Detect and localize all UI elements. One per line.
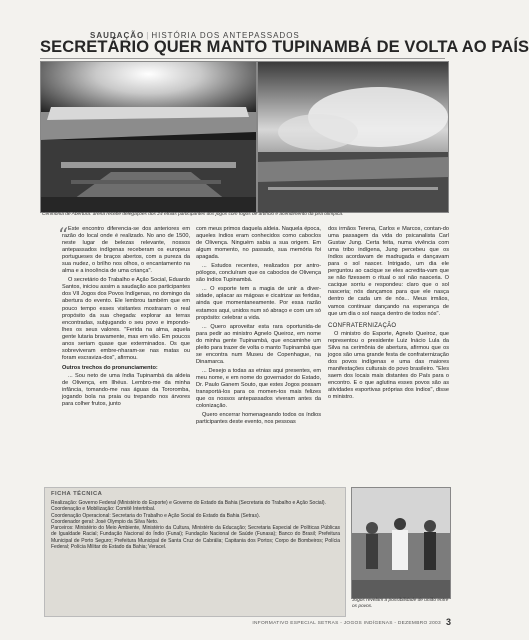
fact-line: Coordenação Operacional: Secretaria do Trabalho e Ação Social do Estado da Bahia (Setras). (51, 512, 261, 519)
col2-paragraph: ... Quero aproveitar esta rara oportunida-de para pedir ao ministro Agnelo Queiroz, em nome do minha gente Tupinambá, que encaminhe um pleito para trazer de volta o manto Tupinambá que se encontra num Museu de Copenhague, na Dinamarca. (196, 323, 322, 365)
fact-box-title: FICHA TÉCNICA (51, 491, 103, 497)
col2-paragraph: ... Desejo a todas as etnias aqui presentes, em meu nome, e em nome do governador do Estado, Dr. Paulo Ganem Souto, que estes Jogos possam transportá-los para os momen-tos mais felizes que os nossos antepassados viveram antes da colonização. (196, 367, 321, 410)
col2-paragraph: Quero encerrar homenageando todos os índios participantes deste evento, nos pessoas (196, 412, 321, 426)
opening-ceremony-photo-left (40, 61, 257, 213)
subsection-label: HISTÓRIA DOS ANTEPASSADOS (151, 31, 300, 40)
article-column-1 (62, 226, 190, 410)
article-column-3 (328, 226, 449, 403)
col1-paragraph: Este encontro diferencia-se dos anteriores em razão do local onde é realizado. No ano de 1500, neste lugar de belezas relevante, nossos antepassados indígenas receberam os europeus portugueses de braços abertos, com a pureza da sua nudez, o brilho nos olhos, o encantamento na alma e a inocência de uma criança". (62, 226, 190, 275)
col2-paragraph: com meus primos daquela aldeia. Naquela época, aqueles índios eram conhecidos como caboclos de Olivença. Ninguém sabia a sua origem. Em algum momento, no passado, sua memória foi apagada. (196, 226, 321, 261)
col3-paragraph: O ministro do Esporte, Agnelo Queiroz, que representou o presidente Luiz Inácio Lula da Silva na cerimônia de abertura, afirmou que os jogos são uma grande festa de confraternização dos povos indígenas e uma das maiores manifestações culturais do povo brasileiro. "Eles saem dos locais mais distantes do País para o encontro. E o que aglutina esses povos são as atividades esportivas próprias dos índios", disse o ministro. (328, 330, 449, 401)
fact-line: Parceiros: Ministério do Meio Ambiente, Ministério da Cultura, Ministério da Educação; Secretaria Especial de Políticas Públicas de Igualdade Racial; Fundação Nacional do Índio (Funai); Fundação Nacional de Saúde (Funasa); Banco do Brasil; Prefeitura Municipal de Porto Seguro; Prefeitura Municipal de Santa Cruz de Cabrália; Capitania dos Portos; Corpo de Bombeiros; Polícia Federal; Polícia Militar do Estado da Bahia; Veracel. (51, 525, 340, 551)
col1-paragraph: O secretário do Trabalho e Ação Social, Eduardo Santos, iniciou assim a saudação aos participantes dos VII Jogos dos Povos Indígenas, no domingo da abertura do evento. Ele lembrou também que em pouco tempo esses visitantes mostraram o real propósito da sua chegada: explorar as terras encontradas, subjugando o seu povo e impondo-lhes os seus valores. "Ferida na alma, aquela gente lutaria bravamente, mas em vão. Em poucos anos seriam quase que exterminados. Os que sobreviveram embre-nharam-se nas matas ou foram escraviza-dos", afirmou. (62, 277, 190, 361)
fact-line: Coordenação e Mobilização: Comitê Intertribal. (51, 506, 156, 513)
fact-box-body (51, 500, 340, 550)
title-rule (40, 58, 445, 59)
page-number: 3 (445, 617, 451, 627)
fact-line: Realização: Governo Federal (Ministério do Esporte) e Governo do Estado da Bahia (Secretaria do Trabalho e Ação Social). (51, 500, 326, 506)
athletes-photo-caption: Jogos revelam a possibilidade de união entre os povos. (352, 598, 449, 609)
opening-ceremony-photo-right (257, 61, 449, 213)
col3-subheading: CONFRATERNIZAÇÃO (328, 322, 397, 329)
publication-footer: INFORMATIVO ESPECIAL SETRAS - JOGOS INDÍGENAS - DEZEMBRO 2003 (252, 621, 441, 626)
article-column-2 (196, 226, 321, 428)
fact-line: Coordenador geral: José Olympio da Silva Neto. (51, 518, 159, 525)
top-photo-caption: Cerimônia de Abertura: arena recebe delegações dos 24 etnias participantes dos jogos com fogos de artifício e acendimento da pira olímpica. (42, 212, 344, 217)
col2-paragraph: ... O esporte tem a magia de unir a diver-sidade, aplacar as mágoas e cicatrizar as feridas, ainda que momentaneamente. Por essa razão estamos aqui, unidos num só abraço e com um só propósito: celebrar a vida. (196, 286, 321, 321)
col1-subheading: Outros trechos do pronunciamento: (62, 364, 158, 371)
col3-paragraph: dos irmãos Terena, Carlos e Marcos, contan-do uma passagem da vida do psicanalista Carl Gustav Jung. Certa feita, numa vivência com uma tribo indígena, Jung percebeu que os índios acordavam de madrugada e dançavam para o sol nascer. Intrigado, um dia ele perguntou ao cacique se eles acredita-vam que se não fizessem o ritual o sol não nasceria. O cacique sorriu e respondeu: claro que o sol nasceria; nós dançamos para que ele nasça dentro de cada um de nós... Meus irmãos, vamos continuar dançando na esperança de que um dia o sol nasça dentro de todos nós". (328, 226, 449, 317)
col2-paragraph: ... Estudos recentes, realizados por antro-pólogos, concluíram que os caboclos de Olivença são índios Tupinambá. (196, 263, 321, 284)
col1-paragraph: ... Sou neto de uma índia Tupinambá da aldeia de Olivença, em Ilhéus. Lembro-me da minha infância, tomando-me nas águas da Tororomba, jogando bola na praia ou trepando nos árvores para colher frutos, junto (62, 372, 190, 408)
kicker-separator: | (146, 31, 150, 40)
athletes-photo (351, 487, 451, 599)
quote-mark-icon: “ (58, 223, 69, 247)
fact-box (44, 487, 346, 617)
section-label: SAUDAÇÃO (90, 31, 145, 40)
article-title: SECRETÁRIO QUER MANTO TUPINAMBÁ DE VOLTA AO PAÍS (40, 38, 529, 56)
